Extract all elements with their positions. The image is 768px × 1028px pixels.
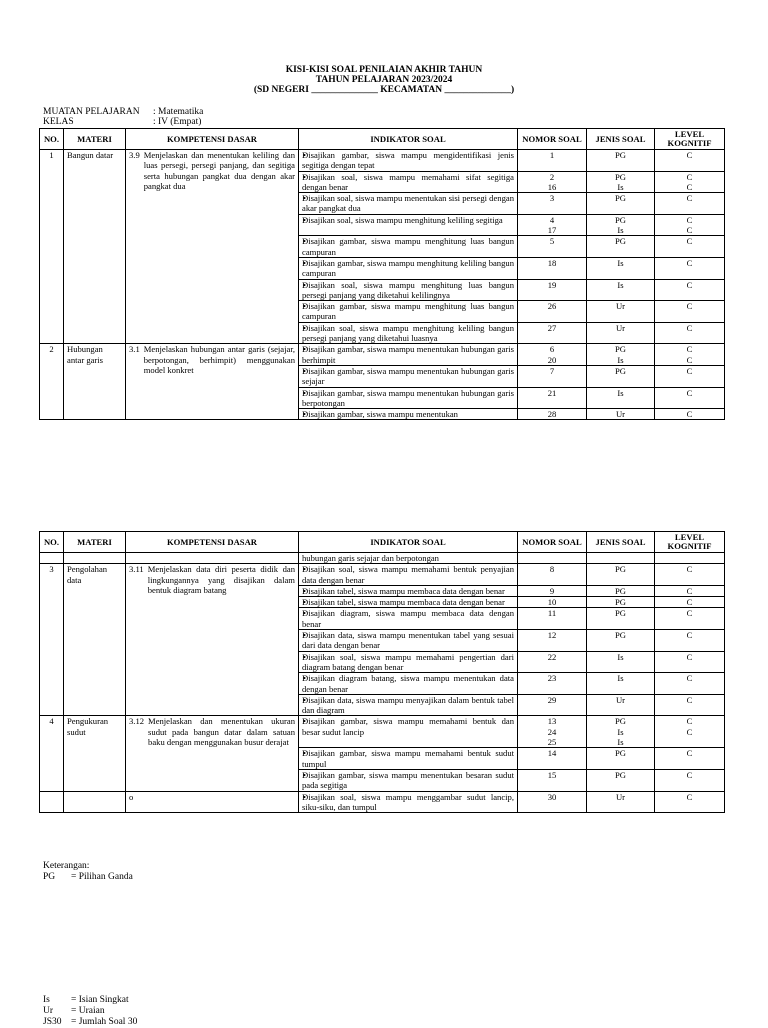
jenis-cell: PG Is Is	[587, 716, 655, 748]
nomor-cell: 3	[518, 193, 587, 215]
subject-value: : Matematika	[153, 107, 204, 117]
jenis-cell: PG	[587, 585, 655, 596]
kd-text: Menjelaskan dan menentukan ukuran sudut pada bangun datar dalam satuan baku dengan menggunakan busur derajat	[148, 716, 295, 748]
table-header-row	[40, 129, 725, 150]
level-cell: C	[655, 387, 725, 409]
indikator-cell: • Disajikan diagram, siswa mampu membaca data dengan benar	[299, 608, 518, 630]
kisi-kisi-table-1	[39, 128, 725, 420]
keterangan-key: Ur	[43, 1006, 54, 1016]
row-materi: Pengukuran sudut	[64, 716, 126, 791]
level-cell: C	[655, 409, 725, 420]
jenis-cell: PG	[587, 193, 655, 215]
jenis-cell: Is	[587, 673, 655, 695]
col-jenis-header: JENIS SOAL	[587, 129, 655, 150]
col-level-header: LEVEL KOGNITIF	[655, 532, 725, 553]
col-indikator-header: INDIKATOR SOAL	[299, 129, 518, 150]
jenis-cell: PG	[587, 608, 655, 630]
keterangan-key: JS30	[43, 1017, 62, 1027]
keterangan-value: = Isian Singkat	[71, 995, 129, 1005]
nomor-cell: 13 24 25	[518, 716, 587, 748]
table-row	[40, 564, 725, 586]
nomor-cell: 10	[518, 597, 587, 608]
level-cell: C	[655, 365, 725, 387]
jenis-cell: PG	[587, 597, 655, 608]
nomor-cell: 27	[518, 322, 587, 344]
jenis-cell: Ur	[587, 791, 655, 813]
row-kompetensi-dasar	[126, 716, 299, 791]
row-materi: Pengolahan data	[64, 564, 126, 716]
level-cell: C	[655, 769, 725, 791]
jenis-cell: PG	[587, 365, 655, 387]
indikator-cell: • Disajikan tabel, siswa mampu membaca data dengan benar	[299, 585, 518, 596]
empty-cell	[126, 553, 299, 564]
indikator-cell: • Disajikan soal, siswa mampu memahami bentuk penyajian data dengan benar	[299, 564, 518, 586]
row-no: 4	[40, 716, 64, 791]
empty-cell	[40, 553, 64, 564]
empty-cell	[40, 791, 64, 813]
nomor-cell: 21	[518, 387, 587, 409]
nomor-cell: 5	[518, 236, 587, 258]
jenis-cell: PG	[587, 748, 655, 770]
keterangan-item	[43, 872, 133, 883]
col-kd-header: KOMPETENSI DASAR	[126, 532, 299, 553]
level-cell: C	[655, 279, 725, 301]
indikator-cell: • Disajikan gambar, siswa mampu menghitung keliling bangun campuran	[299, 257, 518, 279]
level-cell: C	[655, 301, 725, 323]
document-title: KISI-KISI SOAL PENILAIAN AKHIR TAHUN	[285, 65, 483, 75]
indikator-cell: • Disajikan data, siswa mampu menentukan tabel yang sesuai dari data dengan benar	[299, 630, 518, 652]
col-level-header: LEVEL KOGNITIF	[655, 129, 725, 150]
level-cell: C	[655, 585, 725, 596]
indikator-cell: • Disajikan soal, siswa mampu memahami sifat segitiga dengan benar	[299, 171, 518, 193]
empty-cell	[64, 791, 126, 813]
jenis-cell: Ur	[587, 409, 655, 420]
row-no: 2	[40, 344, 64, 420]
indikator-cell: • Disajikan gambar, siswa mampu menentukan hubungan garis sejajar	[299, 365, 518, 387]
row-kompetensi-dasar	[126, 564, 299, 716]
jenis-cell: PG Is	[587, 344, 655, 366]
table-row	[40, 791, 725, 813]
level-cell: C C	[655, 344, 725, 366]
jenis-cell: PG Is	[587, 171, 655, 193]
kd-text: Menjelaskan data diri peserta didik dan lingkungannya yang disajikan dalam bentuk diagram batang	[147, 564, 295, 595]
col-nomor-header: NOMOR SOAL	[518, 532, 587, 553]
indikator-cell: • Disajikan soal, siswa mampu memahami pengertian dari diagram batang dengan benar	[299, 651, 518, 673]
col-materi-header: MATERI	[64, 532, 126, 553]
level-cell: C	[655, 236, 725, 258]
level-cell: C	[655, 257, 725, 279]
col-no-header: NO.	[40, 532, 64, 553]
indikator-continuation: hubungan garis sejajar dan berpotongan	[299, 553, 518, 564]
jenis-cell: Ur	[587, 694, 655, 716]
row-materi: Bangun datar	[64, 150, 126, 344]
nomor-cell: 18	[518, 257, 587, 279]
level-cell: C	[655, 630, 725, 652]
empty-cell	[518, 553, 587, 564]
nomor-cell: 19	[518, 279, 587, 301]
nomor-cell: 6 20	[518, 344, 587, 366]
nomor-cell: 2 16	[518, 171, 587, 193]
class-label: KELAS	[43, 117, 74, 127]
nomor-cell: 22	[518, 651, 587, 673]
keterangan-key: PG	[43, 872, 56, 882]
indikator-cell: • Disajikan gambar, siswa mampu memahami bentuk sudut tumpul	[299, 748, 518, 770]
level-cell: C	[655, 673, 725, 695]
kd-number: 3.9	[129, 150, 140, 160]
row-no: 3	[40, 564, 64, 716]
col-nomor-header: NOMOR SOAL	[518, 129, 587, 150]
row-kompetensi-dasar	[126, 150, 299, 344]
document-school: (SD NEGERI ______________ KECAMATAN ______________)	[253, 85, 515, 95]
level-cell: C	[655, 748, 725, 770]
table-row	[40, 150, 725, 172]
document-year: TAHUN PELAJARAN 2023/2024	[315, 75, 453, 85]
indikator-cell: • Disajikan tabel, siswa mampu membaca data dengan benar	[299, 597, 518, 608]
kd-number: 3.12	[129, 716, 145, 727]
kd-text: Menjelaskan dan menentukan keliling dan luas persegi, persegi panjang, dan segitiga serta hubungan pangkat dua dengan akar pangkat dua	[143, 150, 295, 191]
indikator-cell: • Disajikan gambar, siswa mampu mengidentifikasi jenis segitiga dengan tepat	[299, 150, 518, 172]
level-cell: C	[655, 564, 725, 586]
level-cell: C C	[655, 716, 725, 748]
indikator-cell: • Disajikan gambar, siswa mampu memahami bentuk dan besar sudut lancip	[299, 716, 518, 748]
class-value: : IV (Empat)	[153, 117, 202, 127]
nomor-cell: 9	[518, 585, 587, 596]
keterangan-key: Is	[43, 995, 50, 1005]
keterangan-value: = Uraian	[71, 1006, 105, 1016]
level-cell: C	[655, 608, 725, 630]
indikator-cell: • Disajikan soal, siswa mampu menggambar sudut lancip, siku-siku, dan tumpul	[299, 791, 518, 813]
empty-cell	[587, 553, 655, 564]
nomor-cell: 28	[518, 409, 587, 420]
col-kd-header: KOMPETENSI DASAR	[126, 129, 299, 150]
jenis-cell: Is	[587, 257, 655, 279]
kd-number: 3.11	[129, 564, 144, 575]
empty-cell	[64, 553, 126, 564]
indikator-cell: • Disajikan gambar, siswa mampu menghitung luas bangun campuran	[299, 301, 518, 323]
continuation-row	[40, 553, 725, 564]
nomor-cell: 14	[518, 748, 587, 770]
level-cell: C C	[655, 214, 725, 236]
jenis-cell: Is	[587, 279, 655, 301]
row-no: 1	[40, 150, 64, 344]
table-row	[40, 344, 725, 366]
jenis-cell: PG	[587, 630, 655, 652]
nomor-cell: 1	[518, 150, 587, 172]
jenis-cell: Ur	[587, 322, 655, 344]
keterangan-title: Keterangan:	[43, 861, 90, 871]
row-kompetensi-dasar: o	[126, 791, 299, 813]
jenis-cell: PG	[587, 236, 655, 258]
indikator-cell: • Disajikan gambar, siswa mampu menentukan besaran sudut pada segitiga	[299, 769, 518, 791]
indikator-cell: • Disajikan soal, siswa mampu menghitung keliling bangun persegi panjang yang diketahui luasnya	[299, 322, 518, 344]
jenis-cell: Is	[587, 387, 655, 409]
nomor-cell: 26	[518, 301, 587, 323]
indikator-cell: • Disajikan diagram batang, siswa mampu menentukan data dengan benar	[299, 673, 518, 695]
subject-label: MUATAN PELAJARAN	[43, 107, 140, 117]
jenis-cell: PG	[587, 769, 655, 791]
keterangan-item	[43, 1017, 137, 1028]
row-materi: Hubungan antar garis	[64, 344, 126, 420]
jenis-cell: PG Is	[587, 214, 655, 236]
col-jenis-header: JENIS SOAL	[587, 532, 655, 553]
col-materi-header: MATERI	[64, 129, 126, 150]
level-cell: C	[655, 150, 725, 172]
level-cell: C	[655, 322, 725, 344]
level-cell: C	[655, 651, 725, 673]
level-cell: C C	[655, 171, 725, 193]
level-cell: C	[655, 597, 725, 608]
nomor-cell: 30	[518, 791, 587, 813]
indikator-cell: • Disajikan soal, siswa mampu menentukan sisi persegi dengan akar pangkat dua	[299, 193, 518, 215]
nomor-cell: 23	[518, 673, 587, 695]
level-cell: C	[655, 791, 725, 813]
jenis-cell: Is	[587, 651, 655, 673]
indikator-cell: • Disajikan gambar, siswa mampu menentukan hubungan garis berhimpit	[299, 344, 518, 366]
nomor-cell: 29	[518, 694, 587, 716]
nomor-cell: 11	[518, 608, 587, 630]
meta-subject	[43, 107, 203, 117]
col-no-header: NO.	[40, 129, 64, 150]
table-header-row	[40, 532, 725, 553]
level-cell: C	[655, 694, 725, 716]
jenis-cell: Ur	[587, 301, 655, 323]
indikator-cell: • Disajikan gambar, siswa mampu menentukan hubungan garis berpotongan	[299, 387, 518, 409]
level-cell: C	[655, 193, 725, 215]
nomor-cell: 12	[518, 630, 587, 652]
nomor-cell: 7	[518, 365, 587, 387]
row-kompetensi-dasar	[126, 344, 299, 420]
table-row	[40, 716, 725, 748]
kd-text: Menjelaskan hubungan antar garis (sejajar, berpotongan, berhimpit) menggunakan model konkret	[143, 344, 295, 375]
keterangan-value: = Jumlah Soal 30	[71, 1017, 138, 1027]
jenis-cell: PG	[587, 150, 655, 172]
nomor-cell: 15	[518, 769, 587, 791]
indikator-cell: • Disajikan gambar, siswa mampu menghitung luas bangun campuran	[299, 236, 518, 258]
indikator-cell: • Disajikan data, siswa mampu menyajikan dalam bentuk tabel dan diagram	[299, 694, 518, 716]
meta-class	[43, 117, 201, 127]
keterangan-item	[43, 995, 129, 1006]
kisi-kisi-table-2	[39, 531, 725, 813]
nomor-cell: 8	[518, 564, 587, 586]
indikator-cell: • Disajikan soal, siswa mampu menghitung keliling segitiga	[299, 214, 518, 236]
indikator-cell: • Disajikan soal, siswa mampu menghitung luas bangun persegi panjang yang diketahui kelilingnya	[299, 279, 518, 301]
keterangan-item	[43, 1006, 105, 1017]
col-indikator-header: INDIKATOR SOAL	[299, 532, 518, 553]
keterangan-value: = Pilihan Ganda	[71, 872, 133, 882]
kd-number: 3.1	[129, 344, 140, 355]
nomor-cell: 4 17	[518, 214, 587, 236]
jenis-cell: PG	[587, 564, 655, 586]
indikator-cell: • Disajikan gambar, siswa mampu menentukan	[299, 409, 518, 420]
empty-cell	[655, 553, 725, 564]
